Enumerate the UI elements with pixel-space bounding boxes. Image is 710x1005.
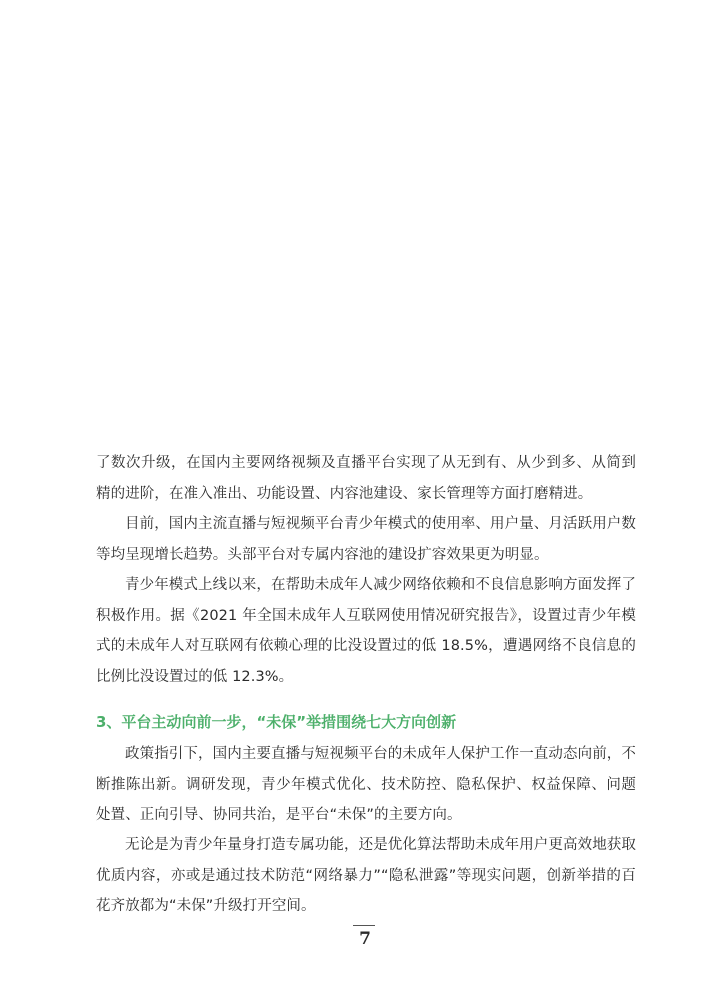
- paragraph-positive-effect: 青少年模式上线以来，在帮助未成年人减少网络依赖和不良信息影响方面发挥了积极作用。据《2021 年全国未成年人互联网使用情况研究报告》，设置过青少年模式的未成年人对互联网有依赖心理的比没设置过的低 18.5%，遭遇网络不良信息的比例比没设置过的低 12.3%。: [96, 577, 636, 685]
- paragraph-continued: 了数次升级，在国内主要网络视频及直播平台实现了从无到有、从少到多、从简到精的进阶，在准入准出、功能设置、内容池建设、家长管理等方面打磨精进。: [96, 455, 636, 502]
- section-heading: 3、平台主动向前一步，“未保”举措围绕七大方向创新: [96, 713, 457, 731]
- paragraph-policy-guidance: 政策指引下，国内主要直播与短视频平台的未成年人保护工作一直动态向前，不断推陈出新。调研发现，青少年模式优化、技术防控、隐私保护、权益保障、问题处置、正向引导、协同共治，是平台“未保”的主要方向。: [96, 746, 636, 823]
- page-number: 7: [359, 929, 371, 949]
- paragraph-current-status: 目前，国内主流直播与短视频平台青少年模式的使用率、用户量、月活跃用户数等均呈现增长趋势。头部平台对专属内容池的建设扩容效果更为明显。: [96, 516, 636, 563]
- footer-divider: [353, 925, 375, 926]
- paragraph-innovation: 无论是为青少年量身打造专属功能，还是优化算法帮助未成年用户更高效地获取优质内容，亦或是通过技术防范“网络暴力”“隐私泄露”等现实问题，创新举措的百花齐放都为“未保”升级打开空间。: [96, 837, 636, 914]
